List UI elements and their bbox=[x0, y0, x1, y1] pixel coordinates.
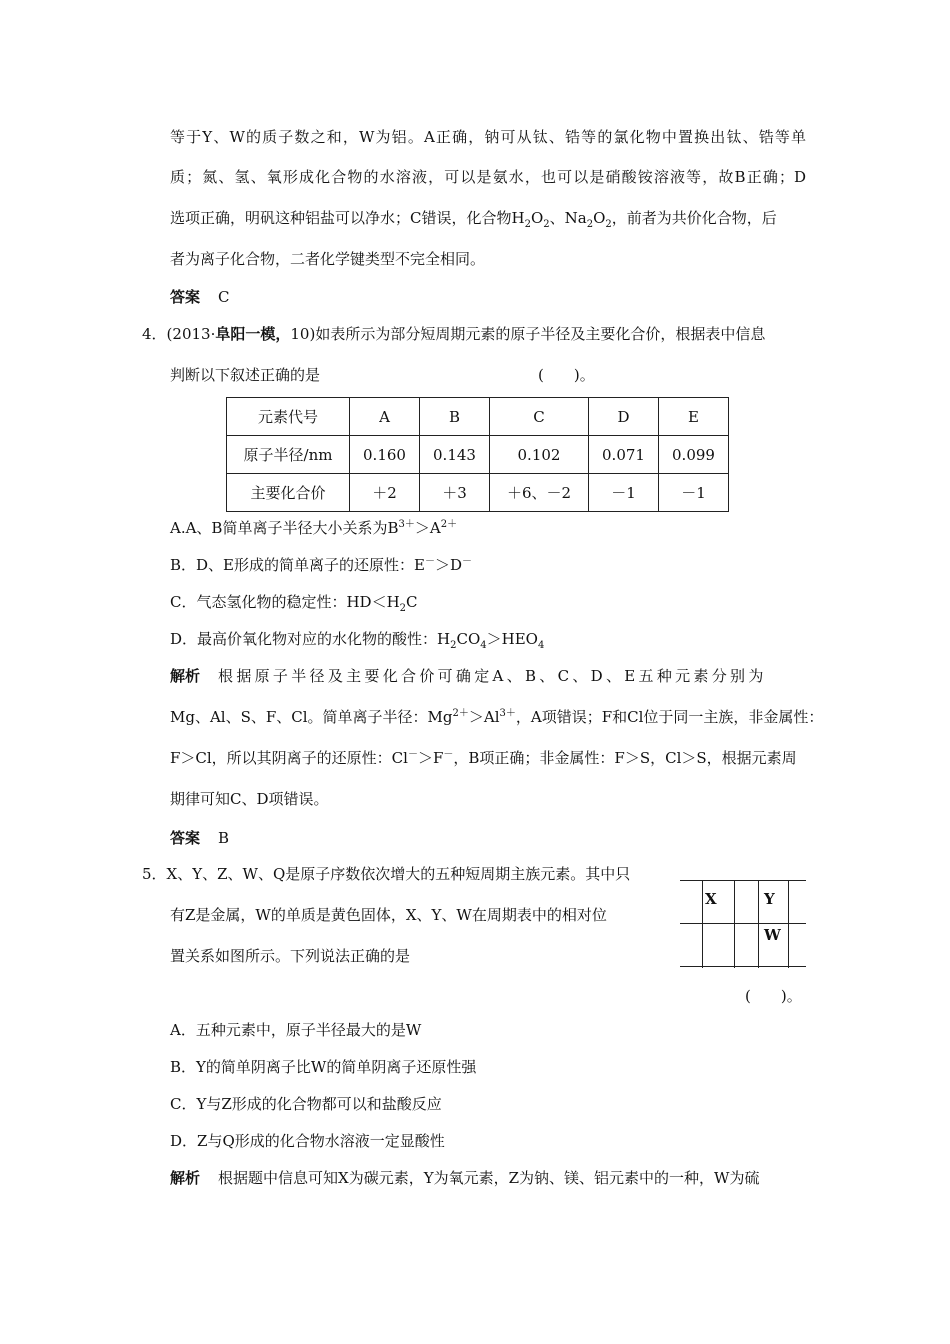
table-cell: A bbox=[350, 398, 420, 436]
subscript: 2 bbox=[605, 219, 612, 230]
superscript: － bbox=[461, 556, 472, 567]
q4-analysis-line-3 bbox=[170, 748, 806, 768]
subscript: 4 bbox=[480, 640, 487, 651]
q5-option-c: C．Y与Z形成的化合物都可以和盐酸反应 bbox=[170, 1095, 442, 1113]
table-cell: ＋3 bbox=[420, 474, 490, 512]
table-cell: D bbox=[589, 398, 659, 436]
answer-bracket: ( )。 bbox=[538, 366, 595, 384]
table-cell: 原子半径/nm bbox=[227, 436, 350, 474]
q3-analysis-line-3 bbox=[170, 208, 806, 228]
superscript: 3＋ bbox=[398, 519, 415, 530]
q3-text-segment: 、Na bbox=[549, 209, 587, 227]
superscript: － bbox=[424, 556, 435, 567]
table-cell: －1 bbox=[659, 474, 729, 512]
option-text: A.A、B简单离子半径大小关系为B bbox=[170, 519, 399, 537]
grid-line bbox=[758, 880, 759, 968]
periodic-position-diagram bbox=[680, 880, 806, 967]
q3-text-segment: ，前者为共价化合物，后 bbox=[611, 209, 777, 227]
grid-cell-x: X bbox=[705, 890, 717, 908]
answer-value: B bbox=[218, 829, 230, 847]
q3-analysis-line-4: 者为离子化合物，二者化学键类型不完全相同。 bbox=[170, 250, 486, 268]
element-data-table bbox=[226, 397, 729, 512]
q4-analysis-line-1 bbox=[170, 666, 806, 686]
q5-stem-line-3: 置关系如图所示。下列说法正确的是 bbox=[170, 947, 411, 965]
q4-source: 阜阳一模， bbox=[215, 325, 291, 343]
superscript: － bbox=[407, 749, 418, 760]
analysis-text: 根据题中信息可知X为碳元素，Y为氧元素，Z为钠、镁、铝元素中的一种，W为硫 bbox=[218, 1169, 760, 1187]
q4-source: (2013· bbox=[166, 325, 216, 343]
table-row bbox=[227, 398, 729, 436]
superscript: 2＋ bbox=[440, 519, 458, 530]
question-number: 4． bbox=[142, 325, 167, 343]
subscript: 2 bbox=[543, 219, 550, 230]
q4-stem-line-2: 判断以下叙述正确的是 bbox=[170, 366, 321, 384]
q5-analysis-line-1 bbox=[170, 1168, 806, 1188]
question-number: 5． bbox=[142, 865, 167, 883]
grid-line bbox=[788, 880, 789, 968]
superscript: 2＋ bbox=[452, 708, 469, 719]
analysis-label: 解析 bbox=[170, 667, 201, 685]
subscript: 4 bbox=[537, 640, 545, 651]
q5-stem-line-2: 有Z是金属，W的单质是黄色固体，X、Y、W在周期表中的相对位 bbox=[170, 906, 607, 924]
q4-option-c bbox=[170, 592, 418, 612]
q5-option-d: D．Z与Q形成的化合物水溶液一定显酸性 bbox=[170, 1132, 445, 1150]
q4-stem-line-1 bbox=[142, 324, 806, 344]
q5-stem-line-1 bbox=[142, 864, 630, 884]
answer-value: C bbox=[218, 288, 230, 306]
analysis-text: Mg、Al、S、F、Cl。简单离子半径：Mg bbox=[170, 708, 453, 726]
analysis-text: ＞F bbox=[417, 749, 444, 767]
option-text: C bbox=[406, 593, 418, 611]
subscript: 2 bbox=[524, 219, 531, 230]
option-text: CO bbox=[456, 630, 481, 648]
answer-bracket: ( )。 bbox=[745, 987, 802, 1005]
table-cell: 0.099 bbox=[659, 436, 729, 474]
analysis-label: 解析 bbox=[170, 1169, 201, 1187]
table-cell: E bbox=[659, 398, 729, 436]
subscript: 2 bbox=[586, 219, 594, 230]
option-text: D．最高价氧化物对应的水化物的酸性：H bbox=[170, 630, 451, 648]
grid-cell-y: Y bbox=[764, 890, 775, 908]
analysis-text: 根据原子半径及主要化合价可确定A、B、C、D、E五种元素分别为 bbox=[218, 667, 767, 685]
table-cell: ＋2 bbox=[350, 474, 420, 512]
q3-text-segment: O bbox=[593, 209, 606, 227]
table-cell: 元素代号 bbox=[227, 398, 350, 436]
q3-text-segment: 选项正确，明矾这种铝盐可以净水；C错误，化合物H bbox=[170, 209, 525, 227]
q5-option-a: A．五种元素中，原子半径最大的是W bbox=[170, 1021, 422, 1039]
option-text: ＞D bbox=[434, 556, 462, 574]
table-cell: 主要化合价 bbox=[227, 474, 350, 512]
q5-stem-text: X、Y、Z、W、Q是原子序数依次增大的五种短周期主族元素。其中只 bbox=[166, 865, 631, 883]
answer-label: 答案 bbox=[170, 829, 201, 847]
q4-option-d bbox=[170, 629, 544, 649]
table-cell: 0.102 bbox=[490, 436, 589, 474]
superscript: 3＋ bbox=[499, 708, 516, 719]
table-cell: B bbox=[420, 398, 490, 436]
option-text: ＞HEO bbox=[486, 630, 538, 648]
option-text: C．气态氢化物的稳定性：HD＜H bbox=[170, 593, 400, 611]
option-text: B．D、E形成的简单离子的还原性：E bbox=[170, 556, 425, 574]
subscript: 2 bbox=[450, 640, 457, 651]
table-row bbox=[227, 436, 729, 474]
answer-label: 答案 bbox=[170, 288, 201, 306]
q4-source: 10) bbox=[290, 325, 316, 343]
q3-text-segment: O bbox=[530, 209, 544, 227]
subscript: 2 bbox=[399, 603, 407, 614]
q3-analysis-line-1: 等于Y、W的质子数之和，W为铝。A正确，钠可从钛、锆等的氯化物中置换出钛、锆等单 bbox=[170, 128, 806, 146]
q4-answer bbox=[170, 828, 229, 848]
q5-option-b: B．Y的简单阴离子比W的简单阴离子还原性强 bbox=[170, 1058, 477, 1076]
q4-stem-text: 如表所示为部分短周期元素的原子半径及主要化合价，根据表中信息 bbox=[315, 325, 766, 343]
grid-line bbox=[734, 880, 735, 968]
table-cell: 0.143 bbox=[420, 436, 490, 474]
table-cell: ＋6、－2 bbox=[490, 474, 589, 512]
analysis-text: ，A项错误；F和Cl位于同一主族，非金属性： bbox=[515, 708, 824, 726]
table-cell: C bbox=[490, 398, 589, 436]
grid-line bbox=[702, 880, 703, 968]
table-cell: －1 bbox=[589, 474, 659, 512]
q4-option-a bbox=[170, 518, 457, 538]
q4-option-b bbox=[170, 555, 472, 575]
q3-answer bbox=[170, 287, 230, 307]
grid-cell-w: W bbox=[764, 926, 781, 944]
q4-analysis-line-4: 期律可知C、D项错误。 bbox=[170, 790, 329, 808]
q4-analysis-line-2 bbox=[170, 707, 824, 727]
table-row bbox=[227, 474, 729, 512]
table-cell: 0.071 bbox=[589, 436, 659, 474]
analysis-text: F＞Cl，所以其阴离子的还原性：Cl bbox=[170, 749, 408, 767]
option-text: ＞A bbox=[414, 519, 441, 537]
analysis-text: ，B项正确；非金属性：F＞S，Cl＞S，根据元素周 bbox=[453, 749, 797, 767]
analysis-text: ＞Al bbox=[468, 708, 500, 726]
superscript: － bbox=[443, 749, 454, 760]
table-cell: 0.160 bbox=[350, 436, 420, 474]
q3-analysis-line-2: 质；氮、氢、氧形成化合物的水溶液，可以是氨水，也可以是硝酸铵溶液等，故B正确；D bbox=[170, 168, 806, 186]
